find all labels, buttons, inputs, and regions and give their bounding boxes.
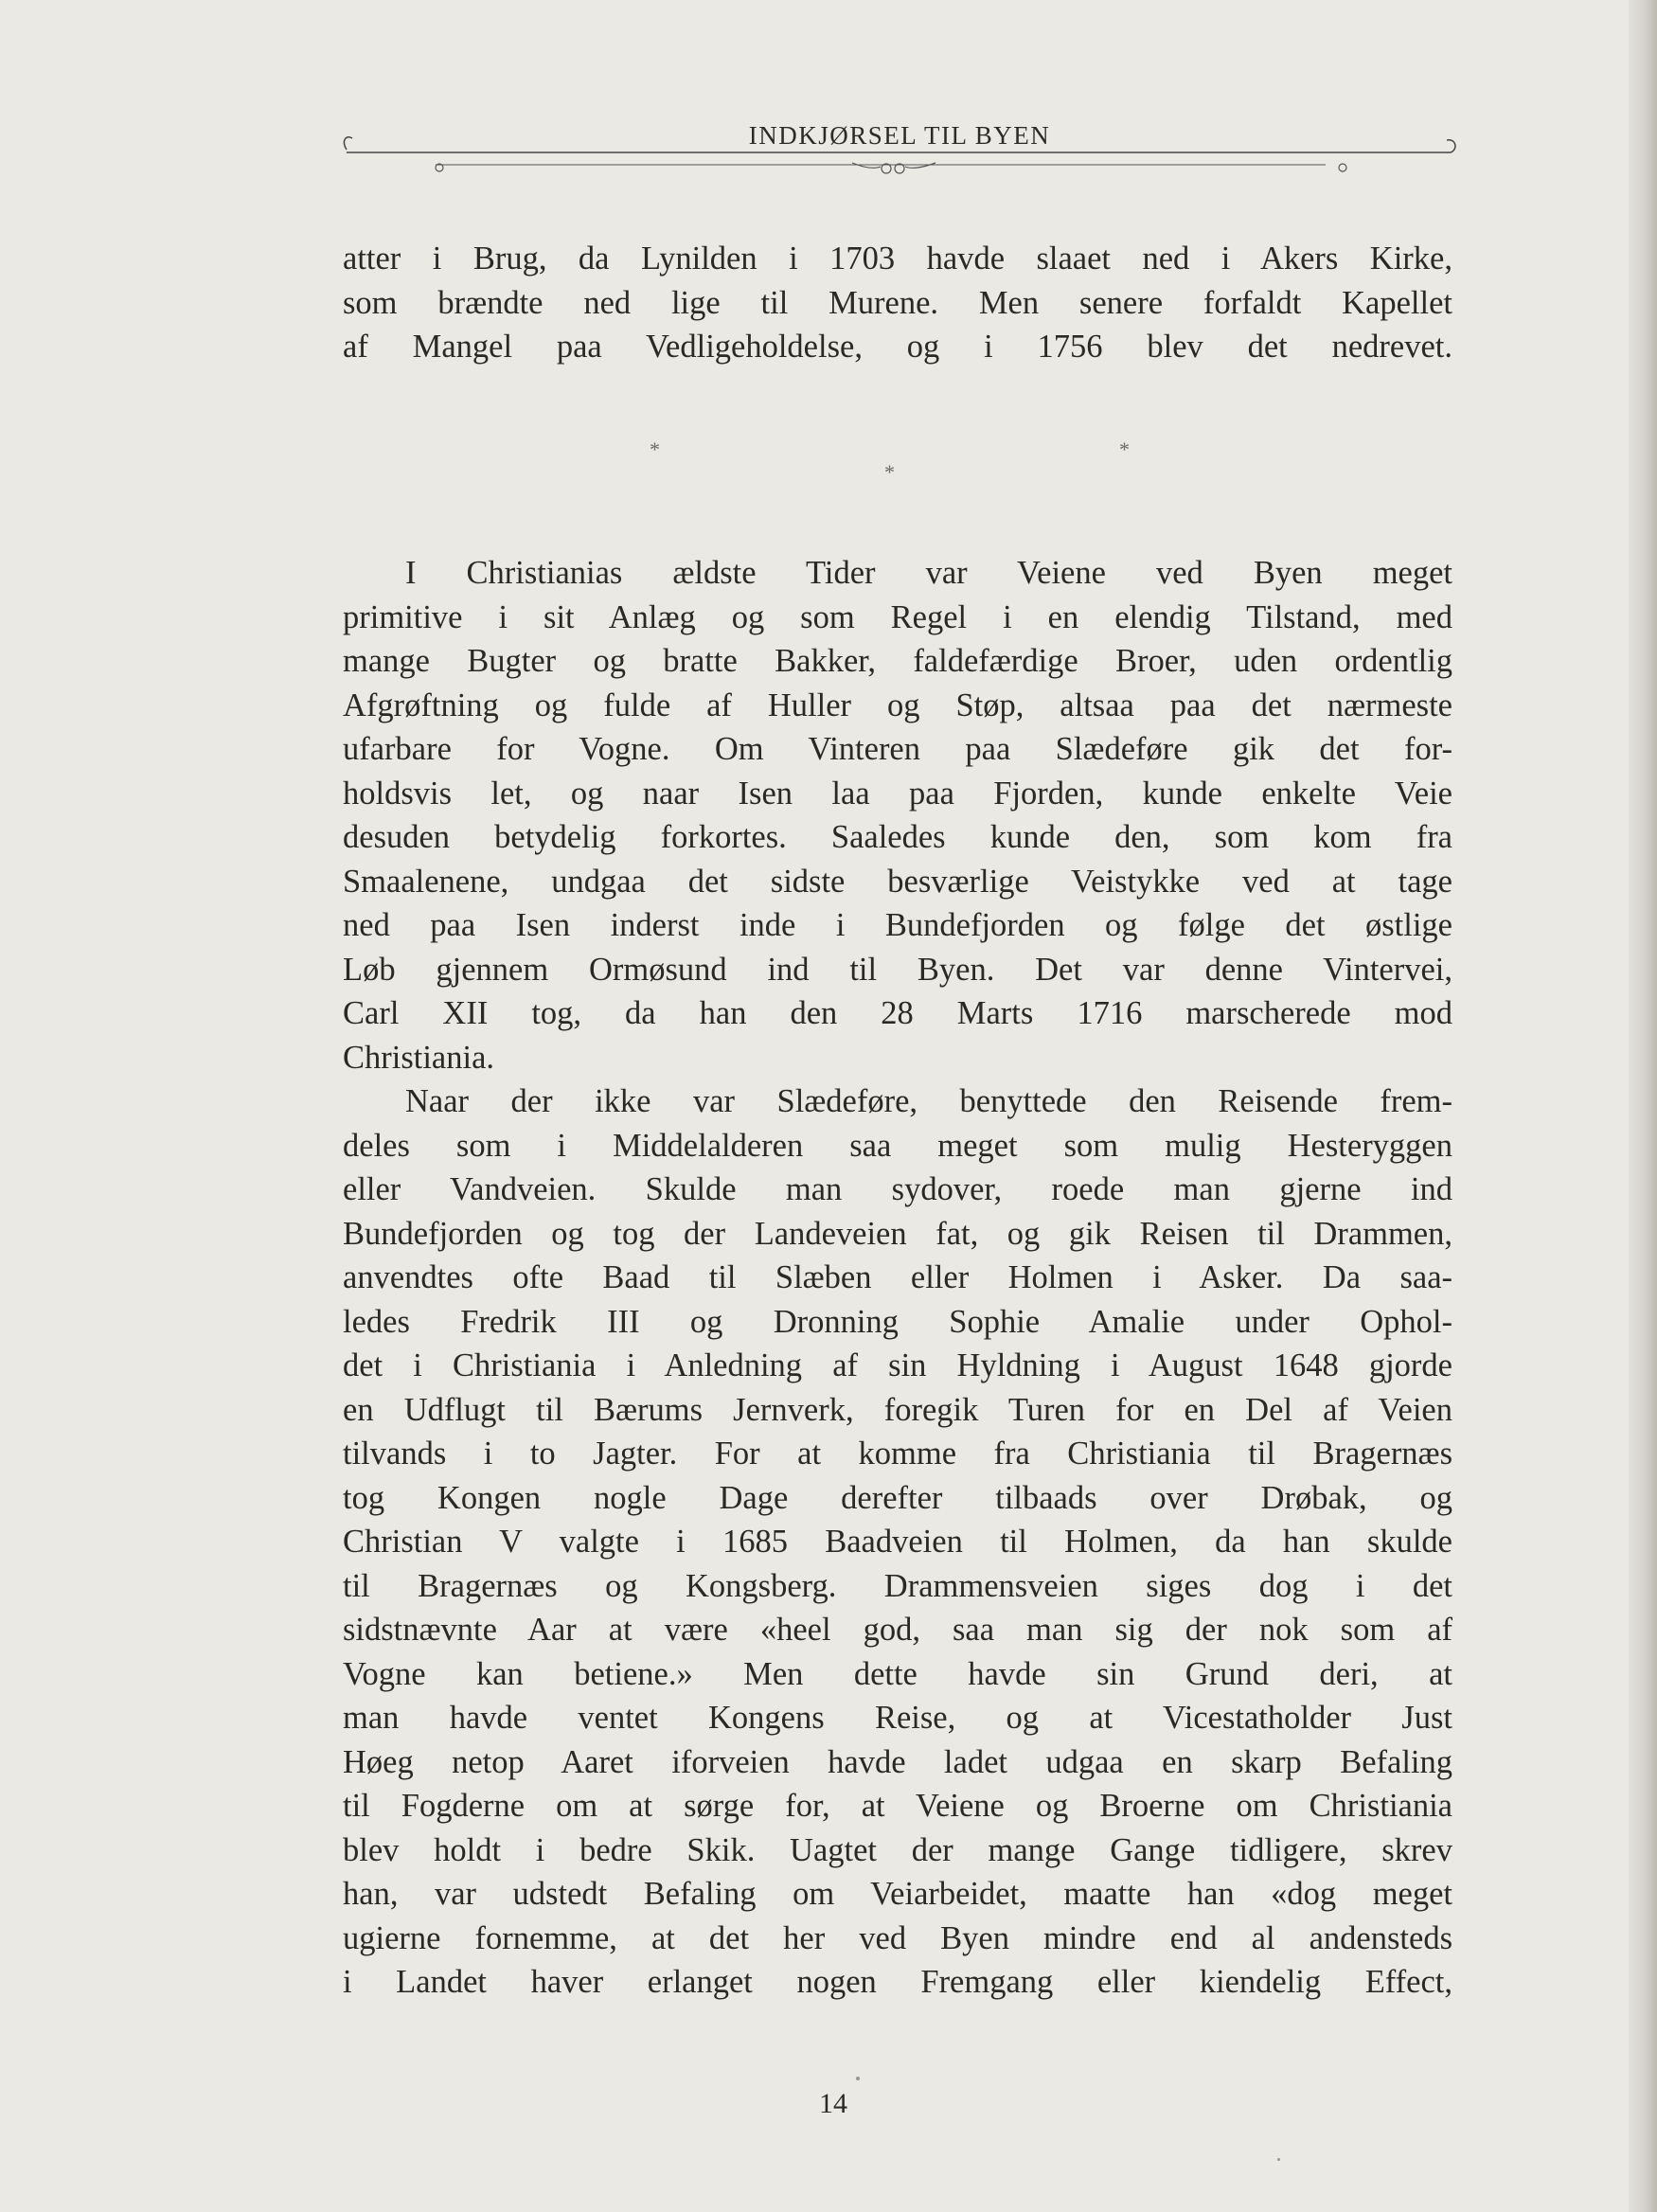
text-line: Carl XII tog, da han den 28 Marts 1716 marscherede mod bbox=[343, 995, 1452, 1031]
asterisk: * bbox=[884, 460, 895, 484]
text-line: han, var udstedt Befaling om Veiarbeidet, maatte han «dog meget bbox=[343, 1876, 1452, 1912]
page-number: 14 bbox=[819, 2088, 847, 2119]
text-line: Bundefjorden og tog der Landeveien fat, og gik Reisen til Drammen, bbox=[343, 1215, 1452, 1252]
text-line: af Mangel paa Vedligeholdelse, og i 1756 blev det nedrevet. bbox=[343, 329, 1452, 365]
text-line: som brændte ned lige til Murene. Men senere forfaldt Kapellet bbox=[343, 284, 1452, 321]
text-line: anvendtes ofte Baad til Slæben eller Holmen i Asker. Da saa- bbox=[343, 1259, 1452, 1295]
asterisk: * bbox=[650, 437, 660, 461]
text-line: tog Kongen nogle Dage derefter tilbaads over Drøbak, og bbox=[343, 1479, 1452, 1516]
text-line: Naar der ikke var Slædeføre, benyttede den Reisende frem- bbox=[405, 1083, 1452, 1119]
text-line: Afgrøftning og fulde af Huller og Støp, altsaa paa det nærmeste bbox=[343, 687, 1452, 723]
text-line: holdsvis let, og naar Isen laa paa Fjorden, kunde enkelte Veie bbox=[343, 775, 1452, 812]
text-line: en Udflugt til Bærums Jernverk, foregik Turen for en Del af Veien bbox=[343, 1391, 1452, 1428]
text-line: ufarbare for Vogne. Om Vinteren paa Slædeføre gik det for- bbox=[343, 731, 1452, 767]
asterisk: * bbox=[1119, 437, 1130, 461]
paragraph-2 bbox=[343, 551, 1452, 2005]
text-line: tilvands i to Jagter. For at komme fra Christiania til Bragernæs bbox=[343, 1436, 1452, 1472]
text-line: man havde ventet Kongens Reise, og at Vicestatholder Just bbox=[343, 1700, 1452, 1736]
text-line: ugierne fornemme, at det her ved Byen mindre end al andensteds bbox=[343, 1919, 1452, 1956]
text-line: eller Vandveien. Skulde man sydover, roede man gjerne ind bbox=[343, 1171, 1452, 1207]
text-line: Høeg netop Aaret iforveien havde ladet udgaa en skarp Befaling bbox=[343, 1743, 1452, 1780]
text-line: atter i Brug, da Lynilden i 1703 havde slaaet ned i Akers Kirke, bbox=[343, 241, 1452, 276]
text-line: I Christianias ældste Tider var Veiene ved Byen meget bbox=[405, 555, 1452, 591]
header-title: INDKJØRSEL TIL BYEN bbox=[748, 121, 1051, 150]
text-line: desuden betydelig forkortes. Saaledes kunde den, som kom fra bbox=[343, 819, 1452, 855]
text-line: deles som i Middelalderen saa meget som mulig Hesteryggen bbox=[343, 1127, 1452, 1164]
text-line: i Landet haver erlanget nogen Fremgang eller kiendelig Effect, bbox=[343, 1964, 1452, 2000]
paper-speck bbox=[1277, 2158, 1280, 2161]
text-line: til Bragernæs og Kongsberg. Drammensveien siges dog i det bbox=[343, 1567, 1452, 1604]
text-line: det i Christiania i Anledning af sin Hyldning i August 1648 gjorde bbox=[343, 1347, 1452, 1383]
paper-speck bbox=[856, 2077, 860, 2080]
text-line: Christiania. bbox=[343, 1039, 495, 1076]
text-line: ledes Fredrik III og Dronning Sophie Amalie under Ophol- bbox=[343, 1303, 1452, 1340]
text-line: Løb gjennem Ormøsund ind til Byen. Det var denne Vintervei, bbox=[343, 951, 1452, 988]
text-line: Christian V valgte i 1685 Baadveien til Holmen, da han skulde bbox=[343, 1524, 1452, 1560]
text-line: Vogne kan betiene.» Men dette havde sin Grund deri, at bbox=[343, 1655, 1452, 1692]
text-line: mange Bugter og bratte Bakker, faldefærdige Broer, uden ordentlig bbox=[343, 643, 1452, 679]
text-line: primitive i sit Anlæg og som Regel i en elendig Tilstand, med bbox=[343, 598, 1452, 635]
text-line: blev holdt i bedre Skik. Uagtet der mange Gange tidligere, skrev bbox=[343, 1831, 1452, 1868]
text-line: til Fogderne om at sørge for, at Veiene og Broerne om Christiania bbox=[343, 1788, 1452, 1824]
text-line: Smaalenene, undgaa det sidste besværlige Veistykke ved at tage bbox=[343, 863, 1452, 900]
text-line: sidstnævnte Aar at være «heel god, saa man sig der nok som af bbox=[343, 1612, 1452, 1648]
text-line: ned paa Isen inderst inde i Bundefjorden og følge det østlige bbox=[343, 907, 1452, 943]
section-break bbox=[0, 0, 1657, 511]
